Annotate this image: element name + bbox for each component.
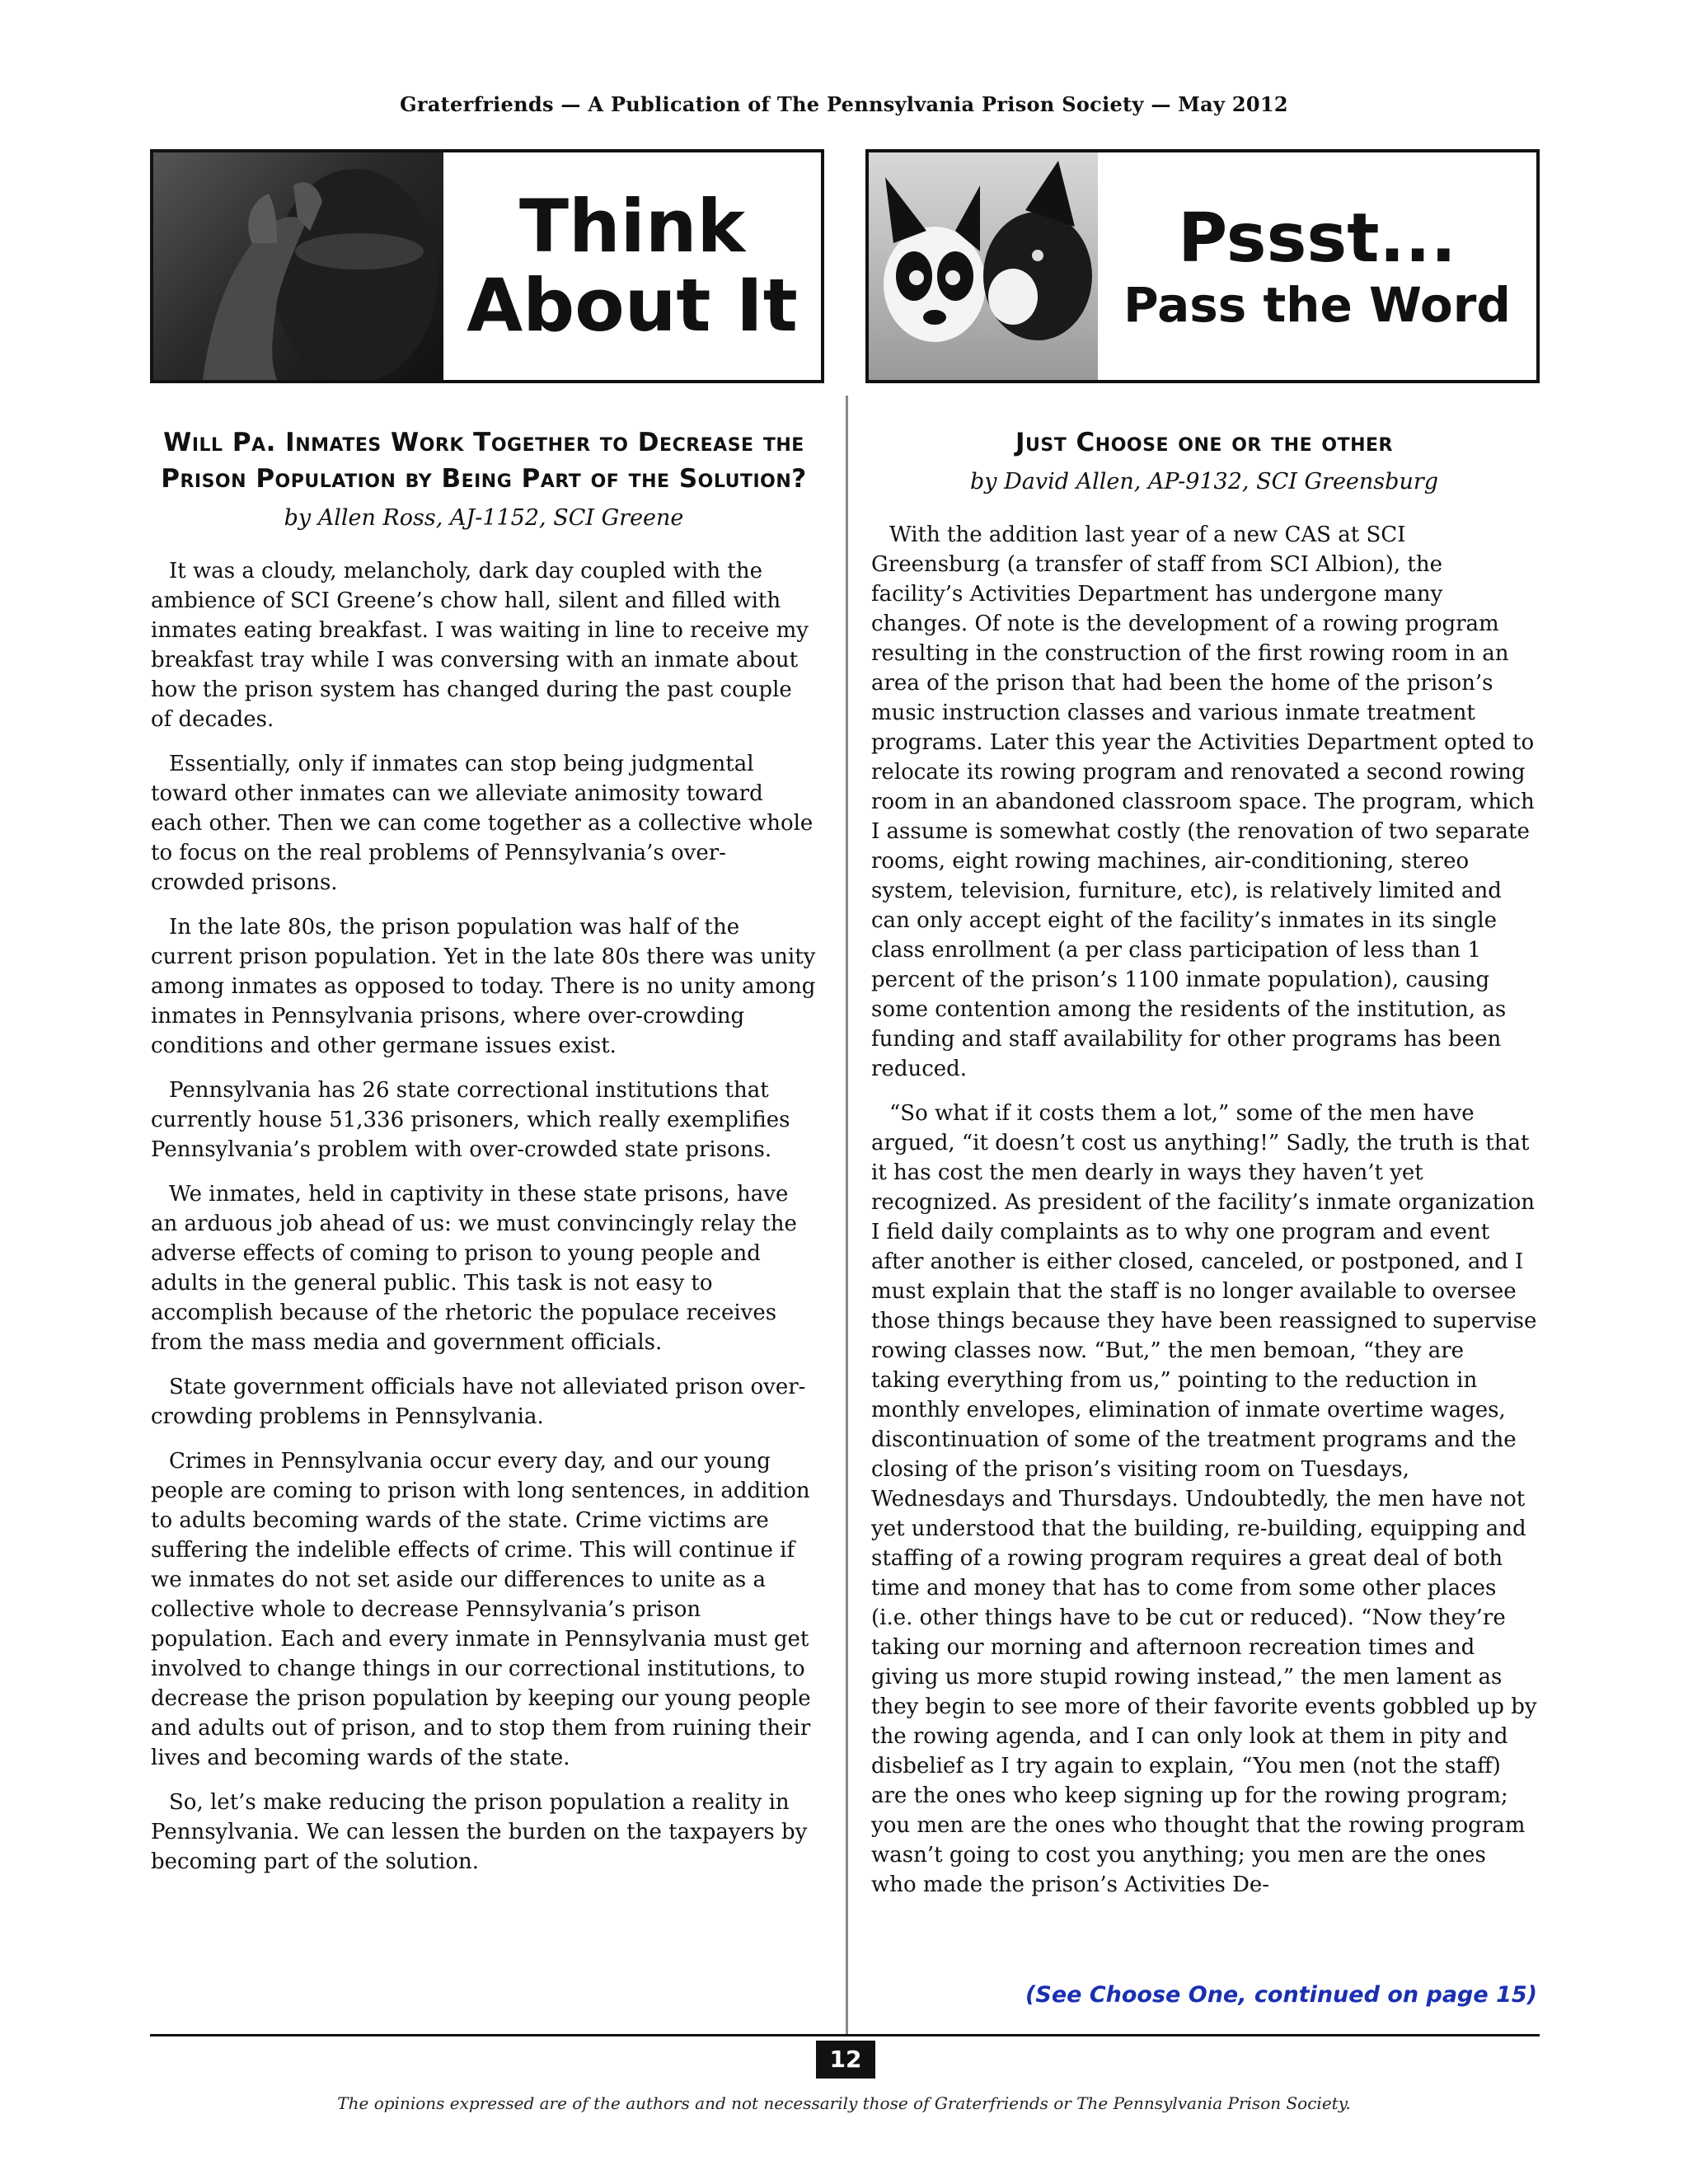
footer-rule (150, 2034, 1540, 2036)
think-about-it-title (443, 152, 821, 380)
page-number: 12 (816, 2041, 875, 2079)
thinking-man-illustration (153, 152, 443, 380)
left-article-paragraph: Pennsylvania has 26 state correctional institutions that currently house 51,336 prisoners, which really exemplifies Pennsylvania’s problem with over-crowded state prisons. (151, 1078, 790, 1162)
left-article-headline: Will Pa. Inmates Work Together to Decrease the Prison Population by Being Part of the Solution? (161, 428, 807, 494)
pass-the-word-subheading: Pass the Word (1123, 277, 1511, 333)
pssst-heading: Pssst... (1178, 199, 1456, 278)
right-article (871, 424, 1537, 1915)
pass-the-word-banner (865, 149, 1540, 383)
left-article-paragraph: We inmates, held in captivity in these state prisons, have an arduous job ahead of us: we must convincingly relay the adverse effects of coming to prison to young people and adults in the general public. This task is not easy to accomplish because of the rhetoric the populace receives from the mass media and government officials. (151, 1182, 797, 1355)
left-article-paragraph: Essentially, only if inmates can stop being judgmental toward other inmates can we alleviate animosity toward each other. Then we can come together as a collective whole to focus on the real problems of Pennsylvania’s over-crowded prisons. (151, 752, 814, 895)
left-article-paragraph: State government officials have not alleviated prison over-crowding problems in Pennsylvania. (151, 1375, 806, 1429)
continued-on-link[interactable]: (See Choose One, continued on page 15) (1025, 1982, 1537, 2008)
think-about-it-line2: About It (467, 263, 798, 348)
column-divider (846, 396, 848, 2036)
right-article-paragraph: With the addition last year of a new CAS at SCI Greensburg (a transfer of staff from SCI Albion), the facility’s Activities Department has undergone many changes. Of note is the development of a rowing program resulting in the construction of the first rowing room in an area of the prison that had been the home of the prison’s music instruction classes and various inmate treatment programs. Later this year the Activities Department opted to relocate its rowing program and renovated a second rowing room in an abandoned classroom space. The program, which I assume is somewhat costly (the renovation of two separate rooms, eight rowing machines, air-conditioning, stereo system, television, furniture, etc), is relatively limited and can only accept eight of the facility’s inmates in its single class enrollment (a per class participation of less than 1 percent of the prison’s 1100 inmate population), causing some contention among the residents of the institution, as funding and staff availability for other programs has been reduced. (871, 523, 1535, 1081)
left-article-paragraph: So, let’s make reducing the prison population a reality in Pennsylvania. We can lessen the burden on the taxpayers by becoming part of the solution. (151, 1790, 808, 1874)
left-article-byline: by Allen Ross, AJ-1152, SCI Greene (284, 505, 684, 531)
left-article-paragraph: In the late 80s, the prison population was half of the current prison population. Yet in the late 80s there was unity among inmates as opposed to today. There is no unity among inmates in Pennsylvania prisons, where over-crowding conditions and other germane issues exist. (151, 915, 816, 1058)
left-article (151, 424, 817, 1891)
left-article-paragraph: Crimes in Pennsylvania occur every day, and our young people are coming to prison with long sentences, in addition to adults becoming wards of the state. Crime victims are suffering the indelible effects of crime. This will continue if we inmates do not set aside our differences to unite as a collective whole to decrease Pennsylvania’s prison population. Each and every inmate in Pennsylvania must get involved to change things in our correctional institutions, to decrease the prison population by keeping our young people and adults out of prison, and to stop them from ruining their lives and becoming wards of the state. (151, 1449, 811, 1770)
two-dogs-photo (869, 152, 1098, 380)
disclaimer-footer: The opinions expressed are of the authors and not necessarily those of Graterfriends or The Pennsylvania Prison Society. (337, 2093, 1351, 2113)
left-article-paragraph: It was a cloudy, melancholy, dark day coupled with the ambience of SCI Greene’s chow hall, silent and filled with inmates eating breakfast. I was waiting in line to receive my breakfast tray while I was conversing with an inmate about how the prison system has changed during the past couple of decades. (151, 559, 809, 732)
thinking-man-photo (153, 152, 443, 380)
right-article-paragraph: “So what if it costs them a lot,” some of the men have argued, “it doesn’t cost us anything!” Sadly, the truth is that it has cost the men dearly in ways they haven’t yet recognized. As president of the facility’s inmate organization I field daily complaints as to why one program and event after another is either closed, canceled, or postponed, and I must explain that the staff is no longer available to oversee those things because they have been reassigned to supervise rowing classes now. “But,” the men bemoan, “they are taking everything from us,” pointing to the reduction in monthly envelopes, elimination of inmate overtime wages, discontinuation of some of the treatment programs and the closing of the prison’s visiting room on Tuesdays, Wednesdays and Thursdays. Undoubtedly, the men have not yet understood that the building, re-building, equipping and staffing of a rowing program requires a great deal of both time and money that has to come from some other places (i.e. other things have to be cut or reduced). “Now they’re taking our morning and afternoon recreation times and giving us more stupid rowing instead,” the men lament as they begin to see more of their favorite events gobbled up by the rowing agenda, and I can only look at them in pity and disbelief as I try again to explain, “You men (not the staff) are the ones who keep signing up for the rowing program; you men are the ones who thought that the rowing program wasn’t going to cost you anything; you men are the ones who made the prison’s Activities De- (871, 1101, 1537, 1897)
think-about-it-banner (150, 149, 824, 383)
right-article-headline: Just Choose one or the other (1015, 428, 1393, 457)
two-dogs-illustration (869, 152, 1098, 380)
right-article-byline: by David Allen, AP-9132, SCI Greensburg (969, 469, 1439, 494)
masthead: Graterfriends — A Publication of The Pennsylvania Prison Society — May 2012 (400, 92, 1288, 116)
think-about-it-line1: Think (518, 184, 745, 269)
pass-the-word-title (1098, 152, 1536, 380)
